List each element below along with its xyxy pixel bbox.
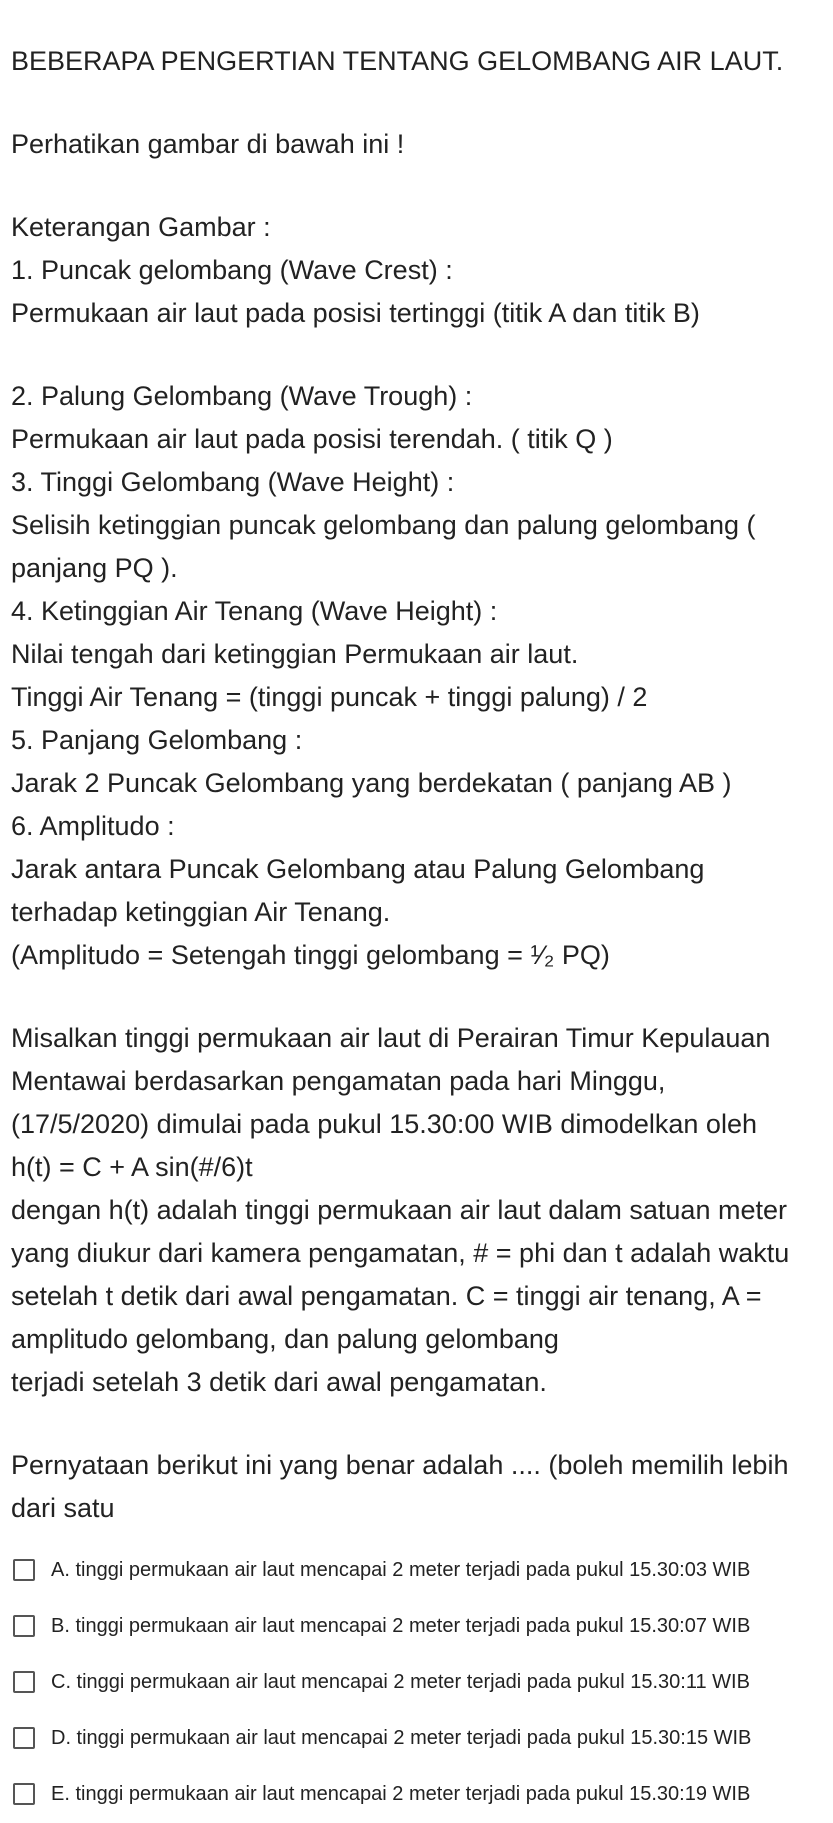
checkbox-option-c[interactable]: [13, 1671, 35, 1693]
definition-line: Permukaan air laut pada posisi tertinggi (titik A dan titik B): [11, 298, 700, 328]
checkbox-option-e[interactable]: [13, 1783, 35, 1805]
option-c-label: C. tinggi permukaan air laut mencapai 2 meter terjadi pada pukul 15.30:11 WIB: [51, 1670, 750, 1693]
checkbox-option-d[interactable]: [13, 1727, 35, 1749]
option-e[interactable]: [13, 1766, 823, 1822]
option-a[interactable]: [13, 1542, 823, 1598]
definition-line: (Amplitudo = Setengah tinggi gelombang = ¹⁄₂ PQ): [11, 940, 610, 970]
definition-line: 5. Panjang Gelombang :: [11, 725, 303, 755]
definition-line: terhadap ketinggian Air Tenang.: [11, 897, 391, 927]
checkbox-option-b[interactable]: [13, 1615, 35, 1637]
problem-line: Misalkan tinggi permukaan air laut di Perairan Timur Kepulauan: [11, 1023, 771, 1053]
problem-line: (17/5/2020) dimulai pada pukul 15.30:00 WIB dimodelkan oleh: [11, 1109, 757, 1139]
option-e-label: E. tinggi permukaan air laut mencapai 2 meter terjadi pada pukul 15.30:19 WIB: [51, 1782, 751, 1805]
definition-line: 6. Amplitudo :: [11, 811, 175, 841]
checkbox-option-a[interactable]: [13, 1559, 35, 1581]
question-line: dari satu: [11, 1493, 115, 1523]
definition-line: Jarak antara Puncak Gelombang atau Palung Gelombang: [11, 854, 705, 884]
document-title: BEBERAPA PENGERTIAN TENTANG GELOMBANG AIR LAUT.: [11, 46, 784, 76]
problem-line: setelah t detik dari awal pengamatan. C = tinggi air tenang, A =: [11, 1281, 762, 1311]
question-line: Pernyataan berikut ini yang benar adalah .... (boleh memilih lebih: [11, 1450, 789, 1480]
definition-line: Tinggi Air Tenang = (tinggi puncak + tinggi palung) / 2: [11, 682, 648, 712]
definition-line: 4. Ketinggian Air Tenang (Wave Height) :: [11, 596, 498, 626]
definition-line: Selisih ketinggian puncak gelombang dan palung gelombang (: [11, 510, 756, 540]
option-d[interactable]: [13, 1710, 823, 1766]
problem-line: amplitudo gelombang, dan palung gelombang: [11, 1324, 559, 1354]
definition-line: Jarak 2 Puncak Gelombang yang berdekatan ( panjang AB ): [11, 768, 732, 798]
option-a-label: A. tinggi permukaan air laut mencapai 2 meter terjadi pada pukul 15.30:03 WIB: [51, 1558, 751, 1581]
problem-line: Mentawai berdasarkan pengamatan pada hari Minggu,: [11, 1066, 666, 1096]
problem-line: h(t) = C + A sin(#/6)t: [11, 1152, 253, 1182]
problem-line: yang diukur dari kamera pengamatan, # = phi dan t adalah waktu: [11, 1238, 790, 1268]
instruction-text: Perhatikan gambar di bawah ini !: [11, 129, 405, 159]
option-c[interactable]: [13, 1654, 823, 1710]
option-d-label: D. tinggi permukaan air laut mencapai 2 meter terjadi pada pukul 15.30:15 WIB: [51, 1726, 752, 1749]
definition-line: Permukaan air laut pada posisi terendah. ( titik Q ): [11, 424, 613, 454]
legend-heading: Keterangan Gambar :: [11, 212, 271, 242]
problem-line: dengan h(t) adalah tinggi permukaan air laut dalam satuan meter: [11, 1195, 787, 1225]
answer-options: [13, 1542, 823, 1822]
option-b[interactable]: [13, 1598, 823, 1654]
option-b-label: B. tinggi permukaan air laut mencapai 2 meter terjadi pada pukul 15.30:07 WIB: [51, 1614, 751, 1637]
definition-line: 1. Puncak gelombang (Wave Crest) :: [11, 255, 453, 285]
definition-line: Nilai tengah dari ketinggian Permukaan air laut.: [11, 639, 579, 669]
problem-line: terjadi setelah 3 detik dari awal pengamatan.: [11, 1367, 547, 1397]
definition-line: panjang PQ ).: [11, 553, 178, 583]
definition-line: 2. Palung Gelombang (Wave Trough) :: [11, 381, 473, 411]
document-body: [11, 40, 811, 1530]
definition-line: 3. Tinggi Gelombang (Wave Height) :: [11, 467, 455, 497]
